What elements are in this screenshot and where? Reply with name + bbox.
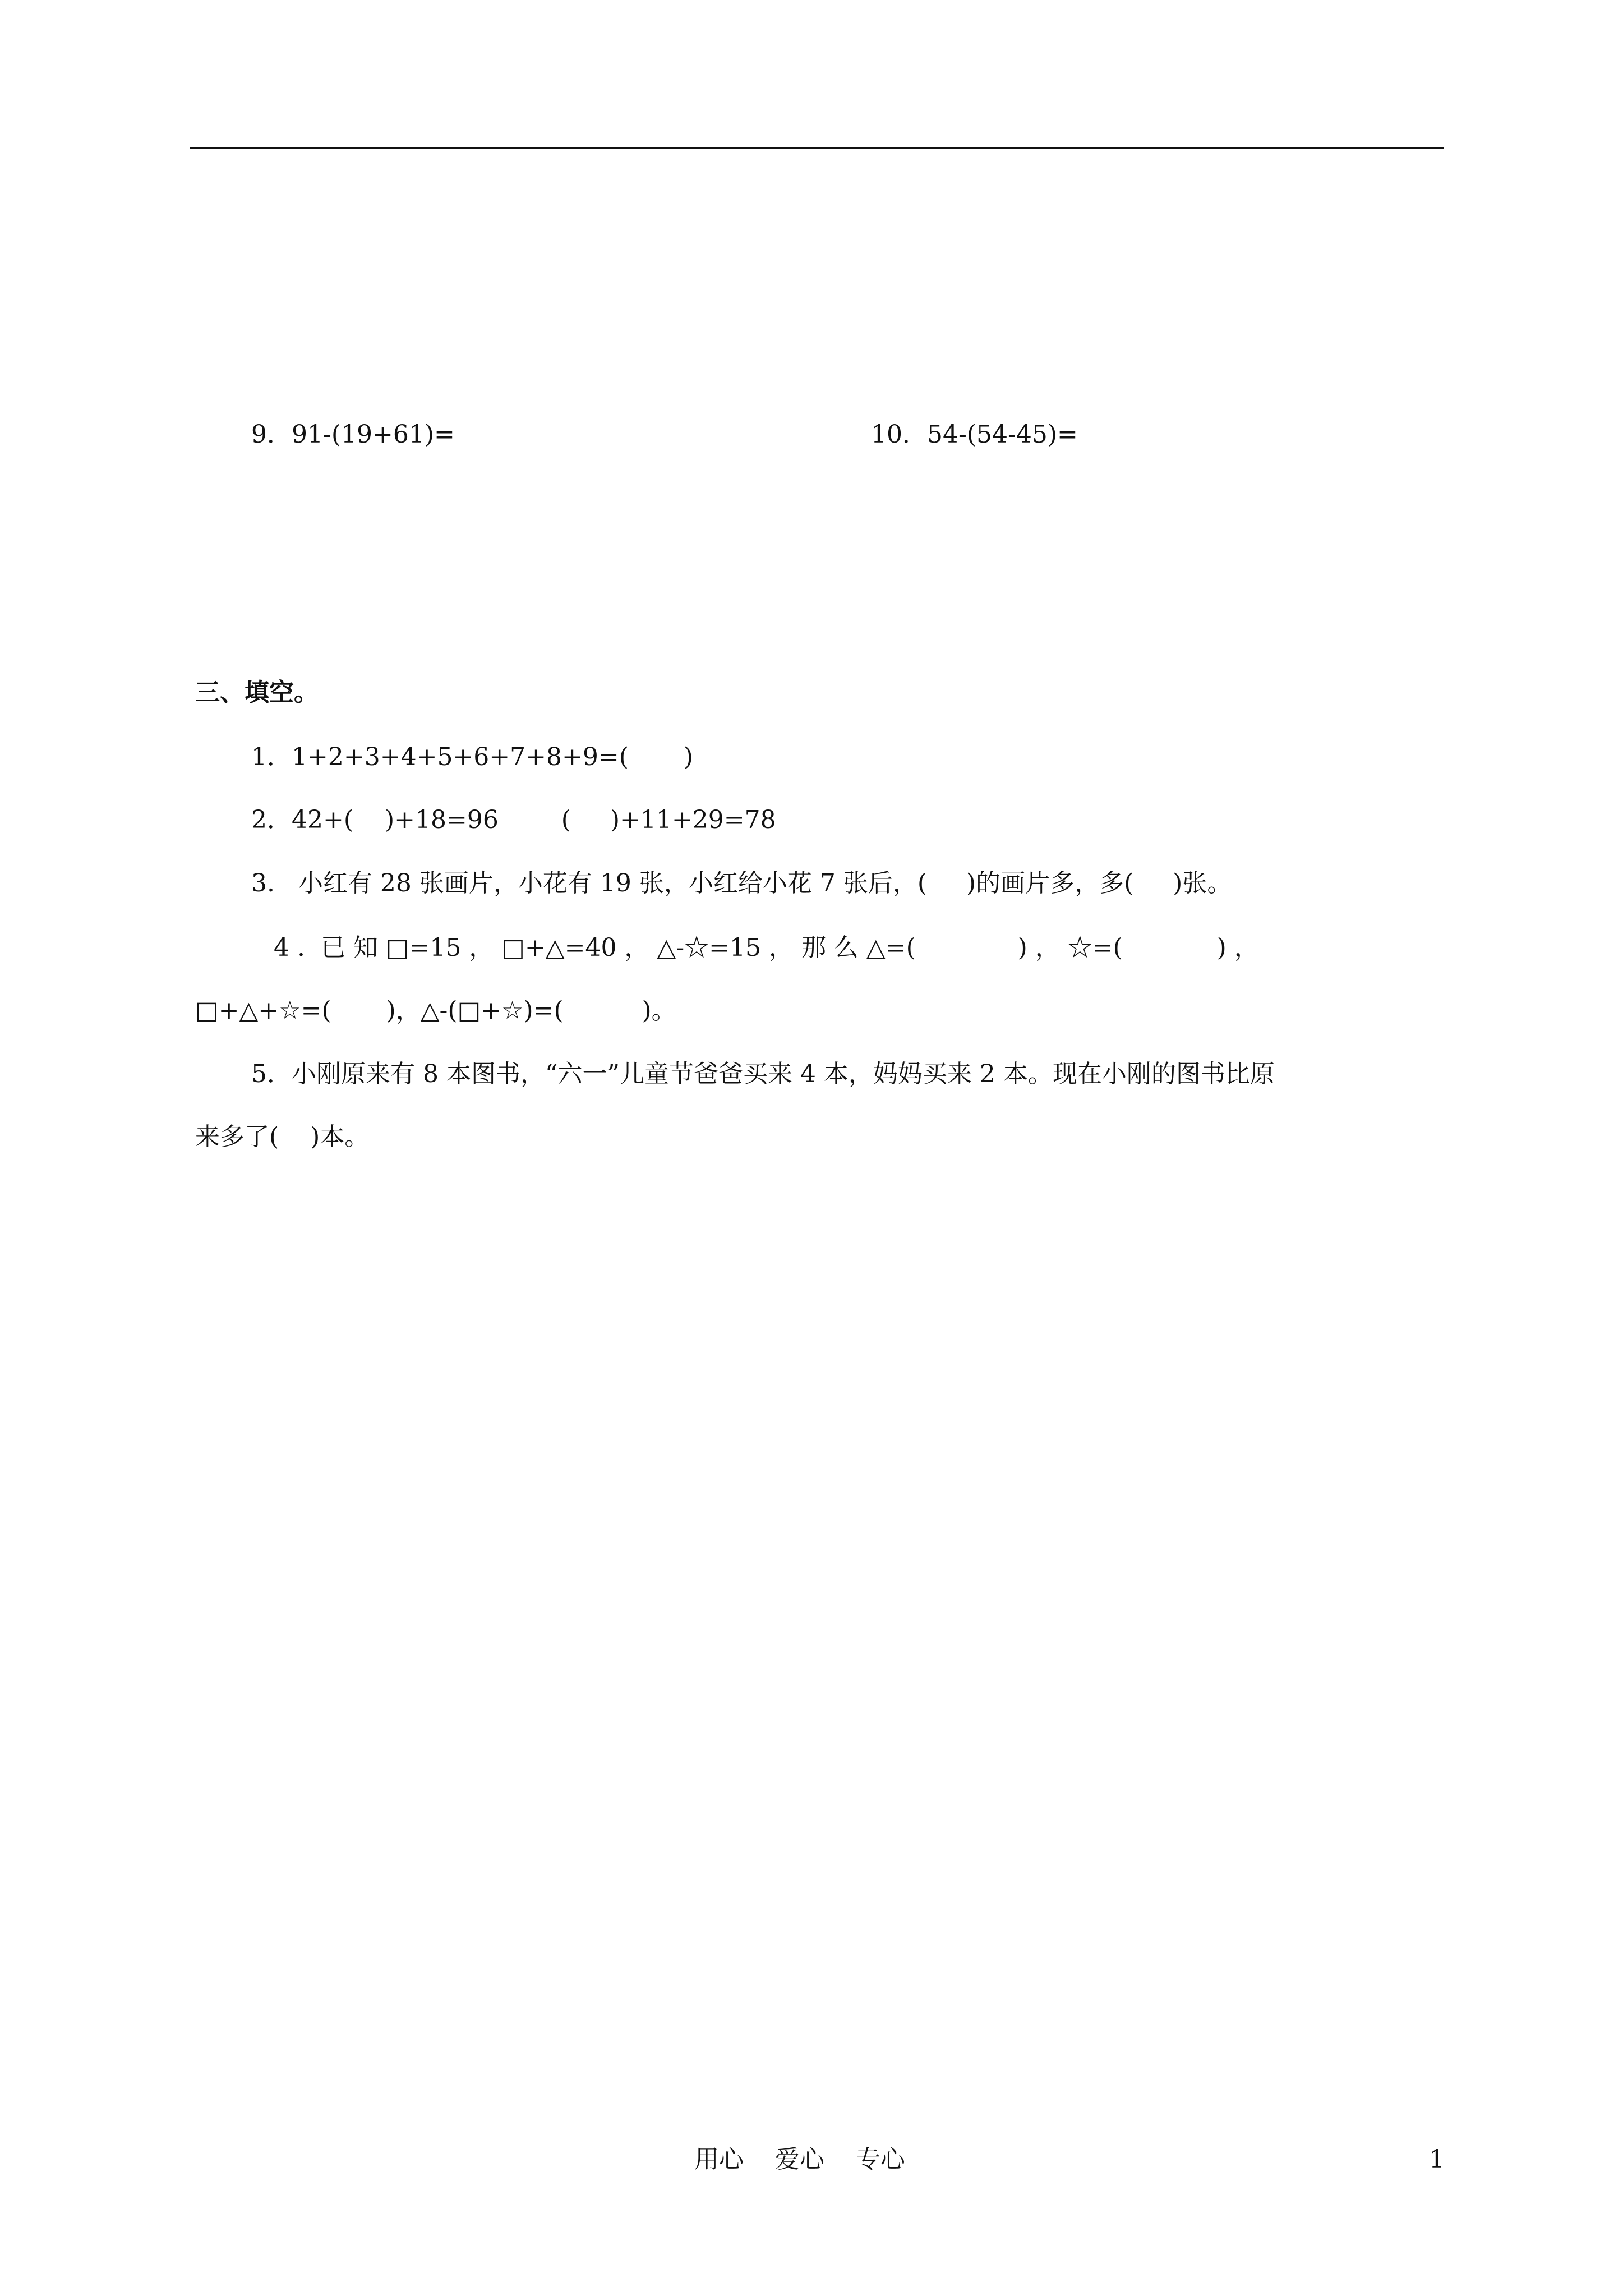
header-rule bbox=[190, 147, 1444, 149]
fill-item-5-line-2: 来多了( )本。 bbox=[195, 1122, 370, 1151]
fill-item-2: 2．42+( )+18=96 ( )+11+29=78 bbox=[251, 806, 776, 834]
fill-item-1: 1．1+2+3+4+5+6+7+8+9=( ) bbox=[251, 743, 693, 771]
problem-10: 10．54-(54-45)= bbox=[871, 420, 1078, 449]
fill-item-4-line-1: 4 . 已 知 □=15 ， □+△=40 ， △-☆=15 ， 那 么 △=( ) ， ☆=( ) ， bbox=[274, 933, 1259, 962]
section-title: 三、填空。 bbox=[195, 678, 319, 707]
page-number: 1 bbox=[1429, 2145, 1445, 2174]
problem-9: 9．91-(19+61)= bbox=[251, 420, 455, 449]
fill-item-3: 3. 小红有 28 张画片，小花有 19 张，小红给小花 7 张后，( )的画片多，多( )张。 bbox=[251, 869, 1232, 898]
fill-item-5-line-1: 5．小刚原来有 8 本图书，“六一”儿童节爸爸买来 4 本，妈妈买来 2 本。现在小刚的图书比原 bbox=[251, 1060, 1275, 1088]
footer-motto: 用心 爱心 专心 bbox=[694, 2145, 905, 2174]
fill-item-4-line-2: □+△+☆=( )，△-(□+☆)=( )。 bbox=[195, 996, 676, 1025]
